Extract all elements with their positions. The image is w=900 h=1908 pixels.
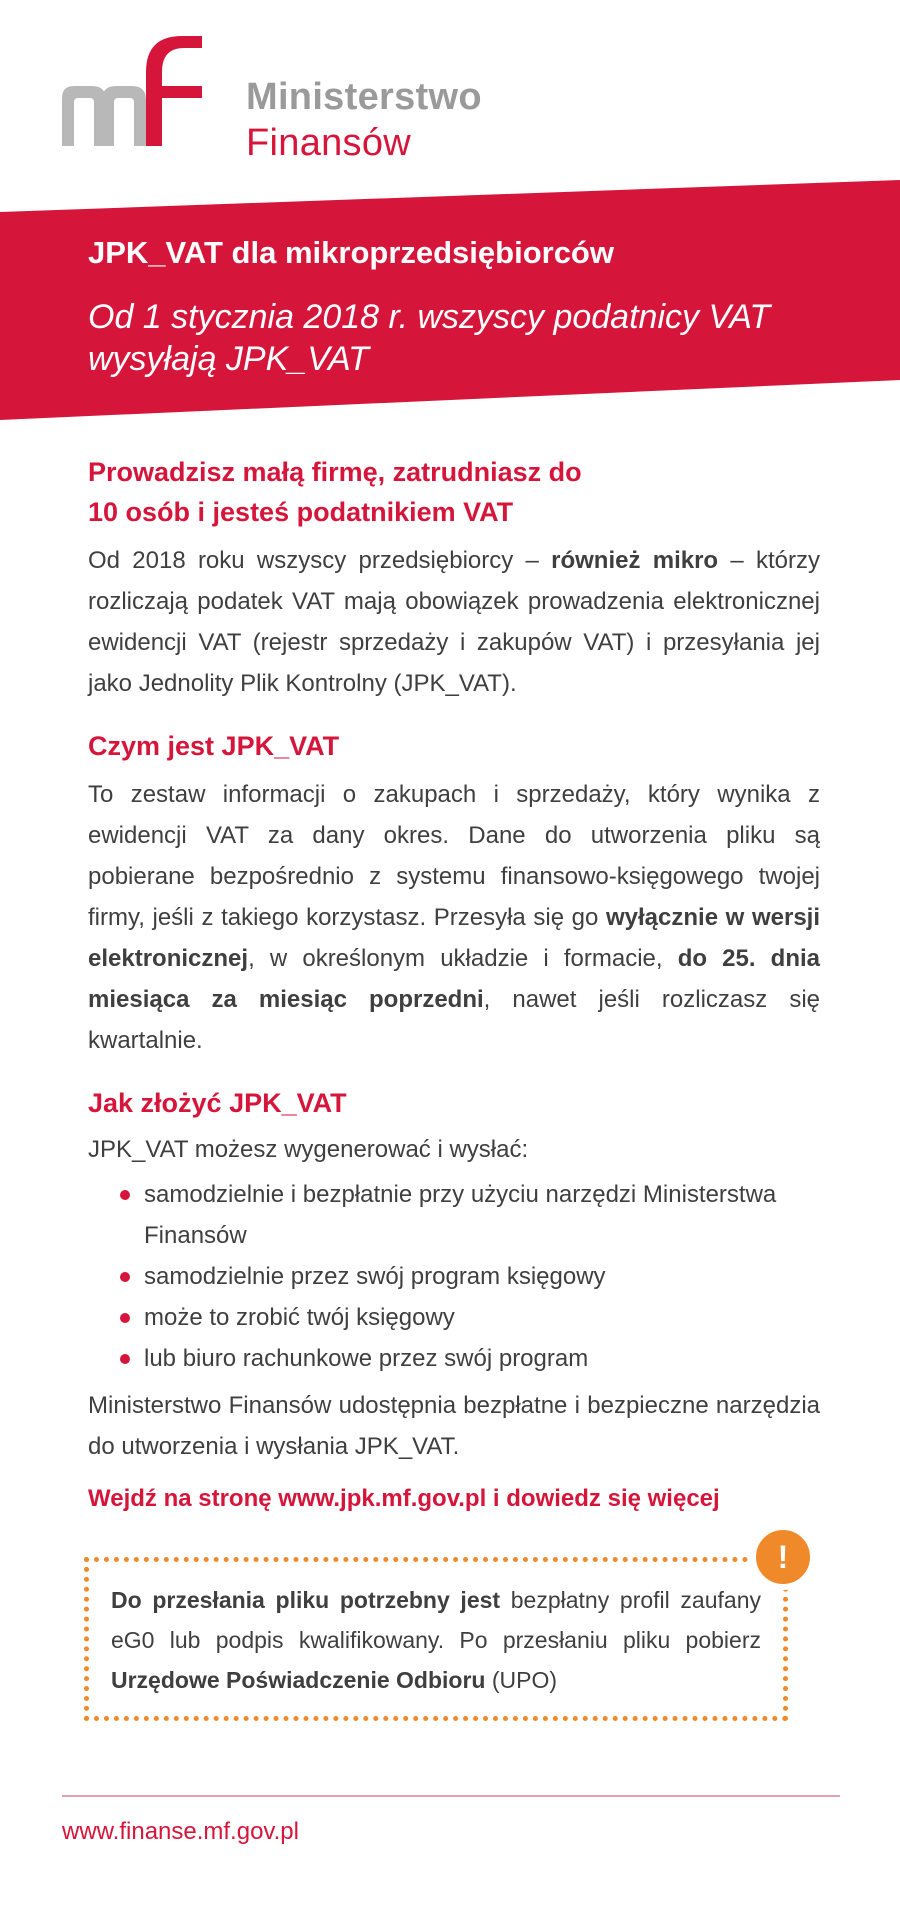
banner-title: JPK_VAT dla mikroprzedsiębiorców: [88, 235, 614, 270]
section-1-text: [88, 540, 820, 704]
section-2-text: [88, 774, 820, 1061]
notice-bold-1: Do przesłania pliku potrzebny jest: [111, 1587, 501, 1613]
notice-text-a: bezpłatny profil zaufany eG0 lub podpis kwalifikowany. Po przesłaniu pliku pobierz: [111, 1587, 761, 1653]
section-2-text-b: , w określonym układzie i formacie,: [248, 945, 678, 972]
notice-text: [111, 1580, 761, 1700]
list-item: [88, 1256, 820, 1297]
list-item: [88, 1297, 820, 1338]
list-item-text: samodzielnie i bezpłatnie przy użyciu narzędzi Ministerstwa Finansów: [144, 1181, 777, 1249]
section-3-heading: Jak złożyć JPK_VAT: [88, 1088, 347, 1118]
bullet-icon: [120, 1354, 130, 1364]
section-2-text-bold-1: wyłącznie w wersji elektronicznej: [88, 904, 821, 972]
list-item: [88, 1338, 820, 1379]
logo-line-1: Ministerstwo: [246, 76, 482, 118]
main-content: [88, 452, 820, 1519]
banner-subtitle-line-1: Od 1 stycznia 2018 r. wszyscy podatnicy VAT: [88, 298, 771, 336]
notice-bold-2: Urzędowe Poświadczenie Odbioru: [111, 1667, 486, 1693]
notice-text-b: (UPO): [485, 1667, 558, 1693]
section-1-heading-line-1: Prowadzisz małą firmę, zatrudniasz do: [88, 457, 582, 487]
exclamation-icon: !: [750, 1524, 816, 1590]
banner-subtitle-line-2: wysyłają JPK_VAT: [88, 340, 369, 378]
logo-line-2: Finansów: [246, 122, 412, 164]
more-info-link[interactable]: Wejdź na stronę www.jpk.mf.gov.pl i dowiedz się więcej: [88, 1485, 720, 1512]
notice-box: [84, 1557, 788, 1721]
submission-options-list: [88, 1174, 820, 1379]
section-2-text-c: , nawet jeśli rozliczasz się kwartalnie.: [88, 986, 820, 1054]
list-item-text: samodzielnie przez swój program księgowy: [144, 1263, 606, 1290]
bullet-icon: [120, 1313, 130, 1323]
ministry-logo-text: [246, 78, 482, 162]
section-3-outro: Ministerstwo Finansów udostępnia bezpłatne i bezpieczne narzędzia do utworzenia i wysłania JPK_VAT.: [88, 1392, 820, 1460]
section-2-heading: Czym jest JPK_VAT: [88, 731, 340, 761]
section-2-text-a: To zestaw informacji o zakupach i sprzedaży, który wynika z ewidencji VAT za dany okres. Dane do utworzenia pliku są pobierane bezpośrednio z systemu finansowo-księgowego twojej firmy, jeśli z takiego korzystasz. Przesyła się go: [88, 781, 820, 931]
section-1-text-a: Od 2018 roku wszyscy przedsiębiorcy –: [88, 547, 552, 574]
bullet-icon: [120, 1190, 130, 1200]
footer-url-link[interactable]: www.finanse.mf.gov.pl: [62, 1818, 299, 1845]
section-1-heading: [88, 452, 820, 532]
section-1-text-b: – którzy rozliczają podatek VAT mają obowiązek prowadzenia elektronicznej ewidencji VAT (rejestr sprzedaży i zakupów VAT) i przesyłania jej jako Jednolity Plik Kontrolny (JPK_VAT).: [88, 547, 820, 697]
list-item-text: może to zrobić twój księgowy: [144, 1304, 455, 1331]
list-item: [88, 1174, 820, 1256]
ministry-logo-mark: [62, 36, 232, 156]
footer-divider: [62, 1795, 840, 1797]
section-1-text-bold: również mikro: [551, 547, 719, 574]
section-1-heading-line-2: 10 osób i jesteś podatnikiem VAT: [88, 497, 514, 527]
section-3-intro: JPK_VAT możesz wygenerować i wysłać:: [88, 1136, 529, 1163]
section-2-text-bold-2: do 25. dnia miesiąca za miesiąc poprzedni: [88, 945, 821, 1013]
bullet-icon: [120, 1272, 130, 1282]
banner-subtitle: [88, 296, 828, 380]
list-item-text: lub biuro rachunkowe przez swój program: [144, 1345, 589, 1372]
